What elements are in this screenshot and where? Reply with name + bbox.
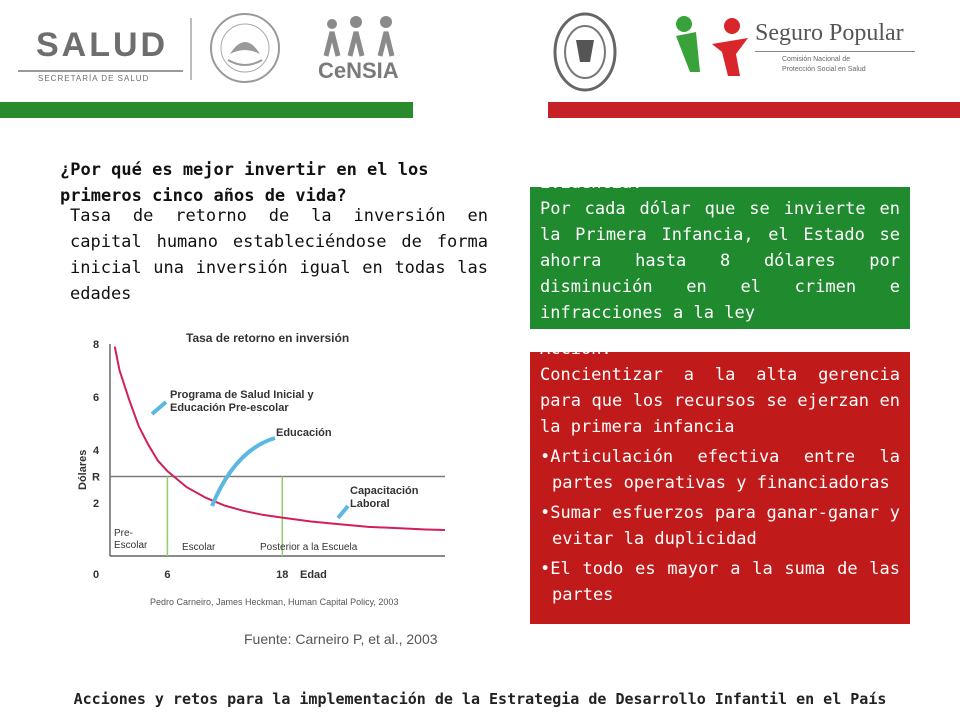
y-tick-label: R <box>92 471 100 484</box>
green-figure-body <box>676 32 700 72</box>
family-bodies <box>326 32 392 56</box>
hospital-seal-icon <box>552 10 618 94</box>
family-head-2 <box>350 16 362 28</box>
fuente-citation: Fuente: Carneiro P, et al., 2003 <box>244 631 438 647</box>
accion-label: Acción: <box>540 339 612 359</box>
seguro-sub-line2: Protección Social en Salud <box>782 66 866 73</box>
accion-bullet: •Sumar esfuerzos para ganar-ganar y evitar la duplicidad <box>540 503 900 549</box>
segment-posterior: Posterior a la Escuela <box>260 542 358 553</box>
footer-title: Acciones y retos para la implementación de la Estrategia de Desarrollo Infantil en el País <box>73 690 887 708</box>
x-tick-label: 0 <box>92 569 100 581</box>
seal-branch <box>228 60 262 65</box>
segment-escolar: Escolar <box>182 542 216 553</box>
tasa-description: Tasa de retorno de la inversión en capital humano estableciéndose de forma inicial una inversión igual en todas las edades <box>70 206 488 304</box>
annotation-programa-l1: Programa de Salud Inicial y <box>170 389 314 401</box>
family-head-1 <box>327 19 337 29</box>
y-tick-label: 8 <box>92 339 100 351</box>
salud-subtitle: SECRETARÍA DE SALUD <box>38 74 150 83</box>
x-tick-label: 18 <box>276 569 289 581</box>
accion-bullet: •El todo es mayor a la suma de las partes <box>540 559 900 605</box>
roi-chart <box>60 320 460 620</box>
family-icon <box>310 16 410 60</box>
mexico-seal-icon <box>200 10 290 88</box>
chart-source: Pedro Carneiro, James Heckman, Human Capital Policy, 2003 <box>150 597 399 607</box>
evidencia-box <box>530 173 910 329</box>
segment-pre-l2: Escolar <box>114 540 148 551</box>
segment-pre-l1: Pre- <box>114 528 133 539</box>
red-figure-body <box>712 38 748 76</box>
evidencia-label: Evidencia: <box>540 173 643 193</box>
y-tick-label: 2 <box>92 498 100 510</box>
salud-logo <box>18 20 183 90</box>
family-head-3 <box>380 16 392 28</box>
annotation-programa-l2: Educación Pre-escolar <box>170 402 289 414</box>
chart-ylabel: Dólares <box>77 449 89 490</box>
annotation-educacion: Educación <box>276 427 332 439</box>
arrow-educacion-icon <box>212 438 275 506</box>
chart-title: Tasa de retorno en inversión <box>186 331 350 345</box>
red-figure-head <box>724 18 740 34</box>
annotation-capacitacion-l1: Capacitación <box>350 485 419 497</box>
annotation-programa <box>170 389 317 414</box>
seguro-popular-title: Seguro Popular <box>755 20 904 46</box>
accion-bullet-text: El todo es mayor a la suma de las partes <box>550 559 900 605</box>
segment-preescolar <box>114 528 148 551</box>
censia-logo-text: CeNSIA <box>318 58 399 83</box>
red-header-bar <box>548 102 960 118</box>
y-tick-label: 4 <box>92 445 100 457</box>
x-tick-label: 6 <box>164 569 171 581</box>
evidencia-text-block <box>540 170 900 326</box>
green-header-bar <box>0 102 413 118</box>
seguro-popular-line <box>755 51 915 52</box>
annotation-capacitacion <box>350 485 422 510</box>
y-tick-label: 6 <box>92 392 100 404</box>
accion-text: Concientizar a la alta gerencia para que los recursos se ejerzan en la primera infancia <box>540 365 900 437</box>
arrow-programa-icon <box>152 402 166 414</box>
annotation-capacitacion-l2: Laboral <box>350 498 390 510</box>
seguro-popular-subtitle <box>782 55 866 75</box>
accion-box <box>530 339 910 624</box>
hospital-seal-figure <box>576 40 594 62</box>
evidencia-text: Por cada dólar que se invierte en la Primera Infancia, el Estado se ahorra hasta 8 dólares por disminución en el crimen e infracciones a la ley <box>540 199 900 323</box>
accion-bullet-text: Sumar esfuerzos para ganar-ganar y evitar la duplicidad <box>550 503 900 549</box>
accion-bullet: •Articulación efectiva entre la partes operativas y financiadoras <box>540 447 900 493</box>
question-heading: ¿Por qué es mejor invertir en el los primeros cinco años de vida? <box>60 160 429 206</box>
header-divider <box>190 18 192 80</box>
arrow-capacitacion-icon <box>338 506 348 518</box>
eagle-shape <box>230 42 260 54</box>
accion-text-block <box>540 336 900 608</box>
seguro-popular-figures-icon <box>670 14 752 78</box>
accion-bullet-text: Articulación efectiva entre la partes operativas y financiadoras <box>550 447 900 493</box>
green-figure-head <box>676 16 692 32</box>
salud-title: SALUD <box>36 26 169 64</box>
salud-logo-line <box>18 70 183 72</box>
chart-xlabel: Edad <box>300 569 327 581</box>
seguro-sub-line1: Comisión Nacional de <box>782 56 851 63</box>
